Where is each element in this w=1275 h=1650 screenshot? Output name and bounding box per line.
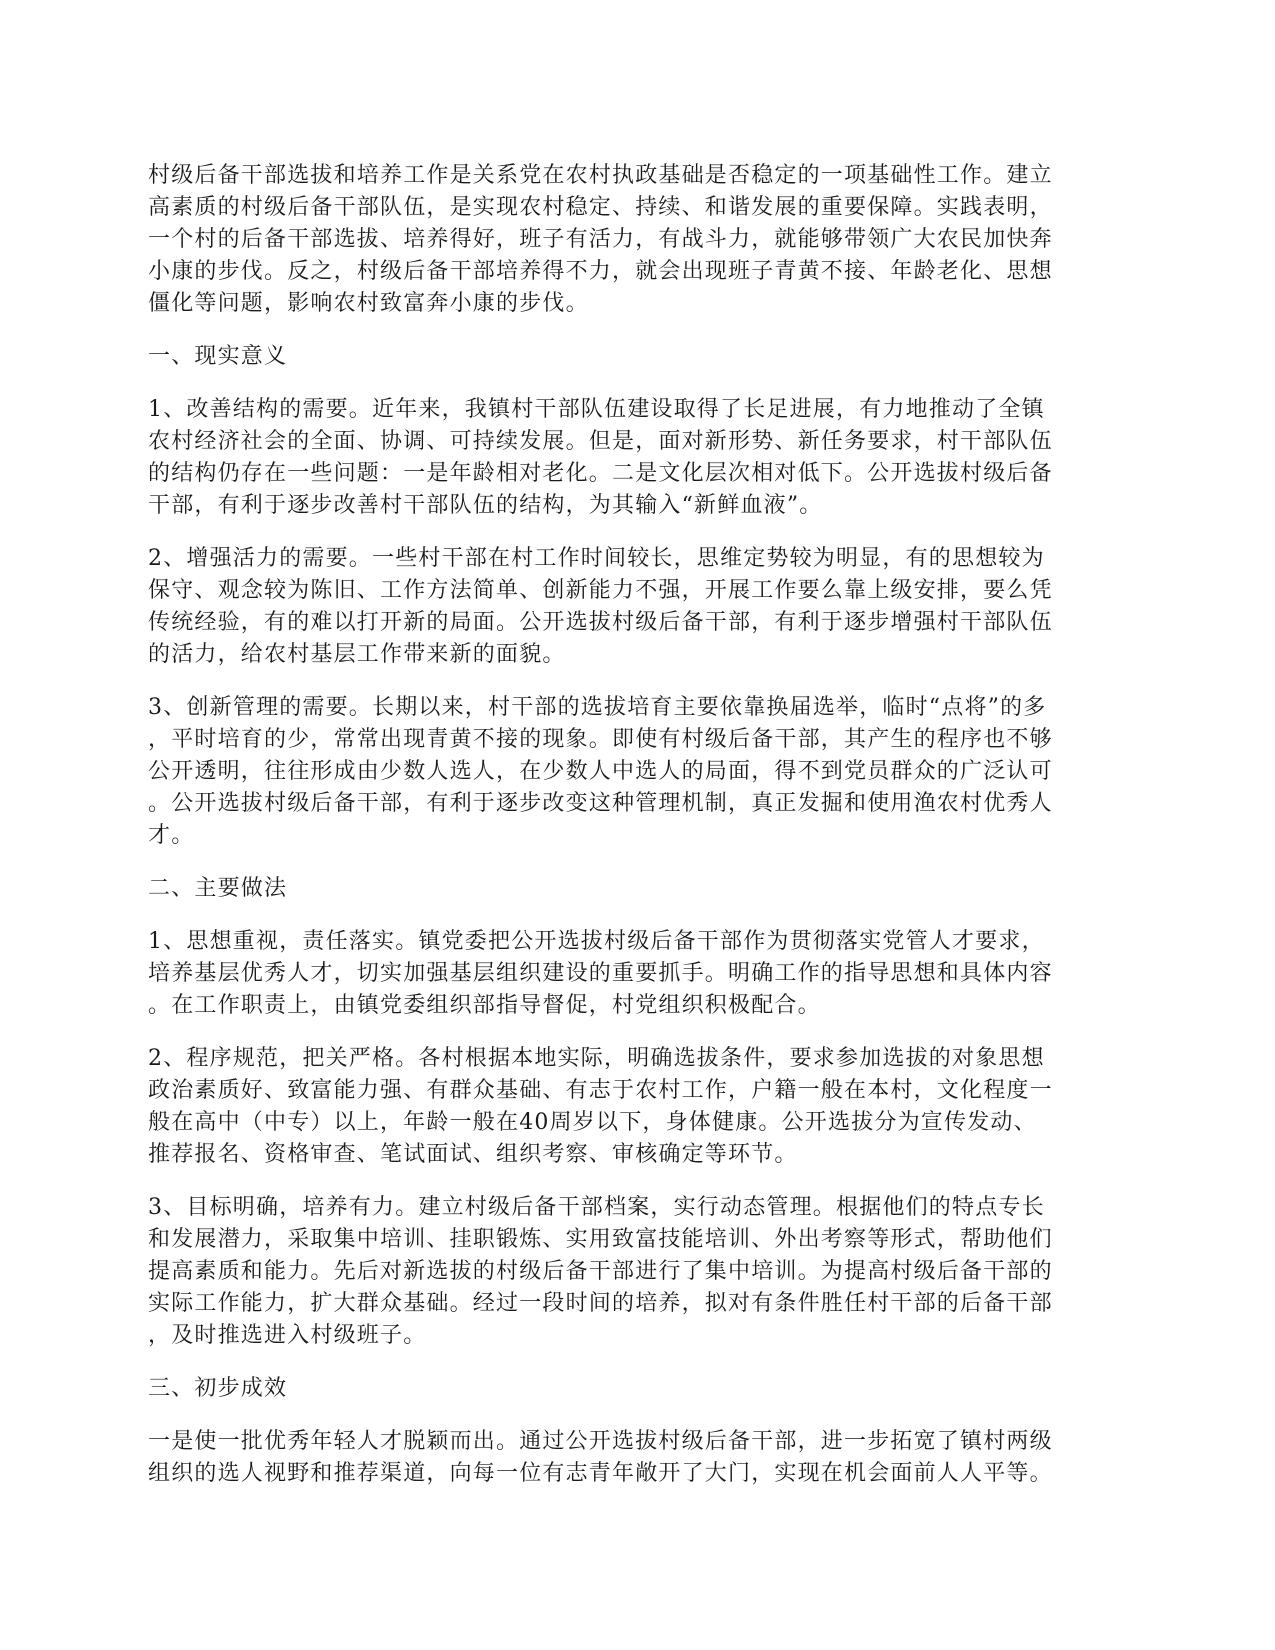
body-paragraph [148, 1192, 1126, 1352]
paragraph-line: 实际工作能力，扩大群众基础。经过一段时间的培养，拟对有条件胜任村干部的后备干部 [148, 1291, 1053, 1316]
paragraph-line: 3、创新管理的需要。长期以来，村干部的选拔培育主要依靠换届选举，临时“点将”的多 [148, 695, 1047, 720]
paragraph-line: 提高素质和能力。先后对新选拔的村级后备干部进行了集中培训。为提高村级后备干部的 [148, 1259, 1053, 1284]
body-paragraph [148, 692, 1126, 852]
paragraph-line: 的活力，给农村基层工作带来新的面貌。 [148, 642, 566, 667]
paragraph-line: 一个村的后备干部选拔、培养得好，班子有活力，有战斗力，就能够带领广大农民加快奔 [148, 227, 1053, 252]
body-paragraph [148, 394, 1126, 522]
paragraph-line: 2、程序规范，把关严格。各村根据本地实际，明确选拔条件，要求参加选拔的对象思想 [148, 1046, 1045, 1071]
paragraph-line: 。在工作职责上，由镇党委组织部指导督促，村党组织积极配合。 [148, 993, 821, 1018]
body-paragraph [148, 926, 1126, 1022]
paragraph-line: 政治素质好、致富能力强、有群众基础、有志于农村工作，户籍一般在本村，文化程度一 [148, 1078, 1053, 1103]
paragraph-line: ，平时培育的少，常常出现青黄不接的现象。即使有村级后备干部，其产生的程序也不够 [148, 727, 1053, 752]
body-paragraph [148, 160, 1126, 320]
section-heading: 二、主要做法 [148, 876, 288, 901]
section-heading: 三、初步成效 [148, 1376, 288, 1401]
paragraph-line: 1、思想重视，责任落实。镇党委把公开选拔村级后备干部作为贯彻落实党管人才要求， [148, 929, 1045, 954]
paragraph-line: 组织的选人视野和推荐渠道，向每一位有志青年敞开了大门，实现在机会面前人人平等。 [148, 1461, 1053, 1486]
paragraph-line: 般在高中（中专）以上，年龄一般在40周岁以下，身体健康。公开选拔分为宣传发动、 [148, 1110, 1037, 1135]
paragraph-line: ，及时推选进入村级班子。 [148, 1323, 427, 1348]
paragraph-line: 才。 [148, 823, 195, 848]
body-paragraph [148, 1043, 1126, 1171]
paragraph-line: 公开透明，往往形成由少数人选人，在少数人中选人的局面，得不到党员群众的广泛认可 [148, 759, 1053, 784]
section-heading: 一、现实意义 [148, 344, 288, 369]
paragraph-line: 高素质的村级后备干部队伍，是实现农村稳定、持续、和谐发展的重要保障。实践表明， [148, 195, 1053, 220]
paragraph-line: 僵化等问题，影响农村致富奔小康的步伐。 [148, 291, 589, 316]
paragraph-line: 一是使一批优秀年轻人才脱颖而出。通过公开选拔村级后备干部，进一步拓宽了镇村两级 [148, 1429, 1053, 1454]
paragraph-line: 村级后备干部选拔和培养工作是关系党在农村执政基础是否稳定的一项基础性工作。建立 [148, 163, 1053, 188]
paragraph-line: 农村经济社会的全面、协调、可持续发展。但是，面对新形势、新任务要求，村干部队伍 [148, 429, 1053, 454]
paragraph-line: 小康的步伐。反之，村级后备干部培养得不力，就会出现班子青黄不接、年龄老化、思想 [148, 259, 1053, 284]
paragraph-line: 推荐报名、资格审查、笔试面试、组织考察、审核确定等环节。 [148, 1142, 798, 1167]
paragraph-line: 和发展潜力，采取集中培训、挂职锻炼、实用致富技能培训、外出考察等形式，帮助他们 [148, 1227, 1053, 1252]
paragraph-line: 3、目标明确，培养有力。建立村级后备干部档案，实行动态管理。根据他们的特点专长 [148, 1195, 1045, 1220]
body-paragraph [148, 543, 1126, 671]
paragraph-line: 的结构仍存在一些问题：一是年龄相对老化。二是文化层次相对低下。公开选拔村级后备 [148, 461, 1053, 486]
paragraph-line: 保守、观念较为陈旧、工作方法简单、创新能力不强，开展工作要么靠上级安排，要么凭 [148, 578, 1053, 603]
paragraph-line: 。公开选拔村级后备干部，有利于逐步改变这种管理机制，真正发掘和使用渔农村优秀人 [148, 791, 1053, 816]
paragraph-line: 培养基层优秀人才，切实加强基层组织建设的重要抓手。明确工作的指导思想和具体内容 [148, 961, 1053, 986]
paragraph-line: 干部，有利于逐步改善村干部队伍的结构，为其输入“新鲜血液”。 [148, 493, 823, 518]
body-paragraph [148, 1426, 1126, 1490]
paragraph-line: 1、改善结构的需要。近年来，我镇村干部队伍建设取得了长足进展，有力地推动了全镇 [148, 397, 1045, 422]
paragraph-line: 传统经验，有的难以打开新的局面。公开选拔村级后备干部，有利于逐步增强村干部队伍 [148, 610, 1053, 635]
paragraph-line: 2、增强活力的需要。一些村干部在村工作时间较长，思维定势较为明显，有的思想较为 [148, 546, 1045, 571]
document-page [148, 160, 1126, 1511]
